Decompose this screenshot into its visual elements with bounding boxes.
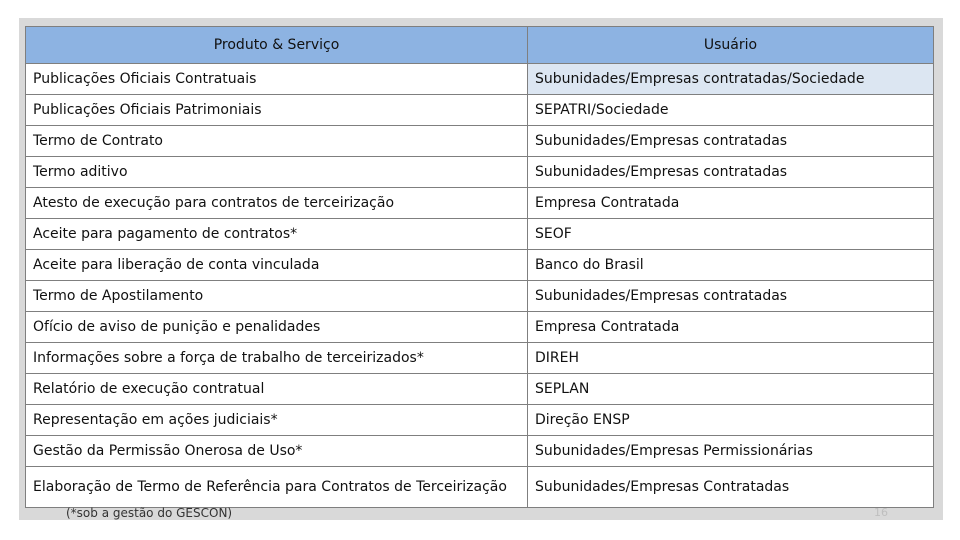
product-cell: Publicações Oficiais Patrimoniais <box>26 95 528 126</box>
user-cell: Subunidades/Empresas Permissionárias <box>528 436 934 467</box>
user-cell: Subunidades/Empresas contratadas <box>528 126 934 157</box>
table-row <box>26 64 934 95</box>
product-cell: Relatório de execução contratual <box>26 374 528 405</box>
products-services-table <box>25 26 934 508</box>
table-row <box>26 157 934 188</box>
user-cell: Empresa Contratada <box>528 312 934 343</box>
header-usuario: Usuário <box>528 27 934 64</box>
table-row <box>26 126 934 157</box>
user-cell: Subunidades/Empresas contratadas <box>528 281 934 312</box>
table-row <box>26 436 934 467</box>
page-number: 16 <box>874 506 888 519</box>
product-cell: Aceite para liberação de conta vinculada <box>26 250 528 281</box>
product-cell: Termo de Apostilamento <box>26 281 528 312</box>
table-header-row <box>26 27 934 64</box>
footnote: (*sob a gestão do GESCON) <box>66 506 233 520</box>
product-cell: Ofício de aviso de punição e penalidades <box>26 312 528 343</box>
user-cell: SEPLAN <box>528 374 934 405</box>
user-cell: Subunidades/Empresas contratadas <box>528 157 934 188</box>
product-cell: Atesto de execução para contratos de terceirização <box>26 188 528 219</box>
table-row <box>26 467 934 508</box>
user-cell: Direção ENSP <box>528 405 934 436</box>
product-cell: Gestão da Permissão Onerosa de Uso* <box>26 436 528 467</box>
user-cell: Banco do Brasil <box>528 250 934 281</box>
table-row <box>26 343 934 374</box>
product-cell: Termo de Contrato <box>26 126 528 157</box>
product-cell: Elaboração de Termo de Referência para Contratos de Terceirização <box>26 467 528 508</box>
user-cell: Subunidades/Empresas contratadas/Sociedade <box>528 64 934 95</box>
product-cell: Representação em ações judiciais* <box>26 405 528 436</box>
user-cell: SEOF <box>528 219 934 250</box>
product-cell: Informações sobre a força de trabalho de terceirizados* <box>26 343 528 374</box>
table-row <box>26 250 934 281</box>
product-cell: Publicações Oficiais Contratuais <box>26 64 528 95</box>
product-cell: Aceite para pagamento de contratos* <box>26 219 528 250</box>
user-cell: SEPATRI/Sociedade <box>528 95 934 126</box>
header-produto-servico: Produto & Serviço <box>26 27 528 64</box>
user-cell: Subunidades/Empresas Contratadas <box>528 467 934 508</box>
table-row <box>26 95 934 126</box>
product-cell: Termo aditivo <box>26 157 528 188</box>
user-cell: DIREH <box>528 343 934 374</box>
user-cell: Empresa Contratada <box>528 188 934 219</box>
table-row <box>26 281 934 312</box>
table-row <box>26 219 934 250</box>
table-row <box>26 374 934 405</box>
table-row <box>26 405 934 436</box>
table-row <box>26 188 934 219</box>
table-row <box>26 312 934 343</box>
